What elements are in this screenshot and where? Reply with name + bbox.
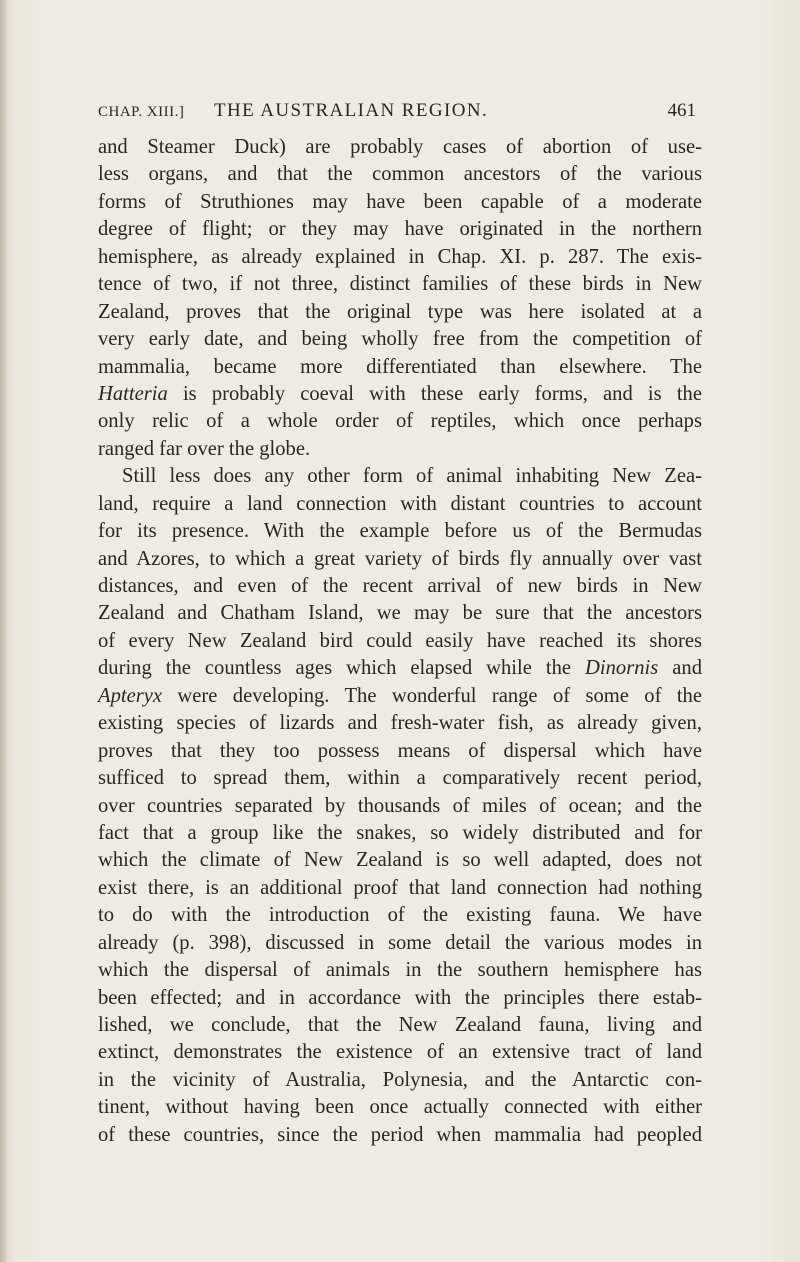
text-line: already (p. 398), discussed in some detail the various modes in	[98, 931, 702, 954]
page-title: THE AUSTRALIAN REGION.	[214, 100, 489, 121]
text-line-dinornis	[98, 655, 702, 682]
running-head	[98, 100, 698, 130]
text-line-hatteria	[98, 381, 702, 408]
text-line: lished, we conclude, that the New Zealand fauna, living and	[98, 1014, 702, 1036]
body-text	[98, 134, 702, 1149]
text-line: existing species of lizards and fresh-water fish, as already given,	[98, 712, 702, 735]
text-line: sufficed to spread them, within a comparatively recent period,	[98, 767, 702, 790]
text-line: of these countries, since the period when mammalia had peopled	[98, 1123, 702, 1146]
text-line: forms of Struthiones may have been capable of a moderate	[98, 190, 702, 213]
text-line: Zealand and Chatham Island, we may be sure that the ancestors	[98, 602, 702, 625]
italic-hatteria: Hatteria	[98, 382, 168, 405]
text-line: to do with the introduction of the existing fauna. We have	[98, 904, 702, 927]
text-run: during the countless ages which elapsed while the	[98, 657, 586, 680]
text-line: mammalia, became more differentiated than elsewhere. The	[98, 355, 702, 378]
text-line: exist there, is an additional proof that land connection had nothing	[98, 876, 702, 899]
text-line: been effected; and in accordance with the principles there estab-	[98, 986, 702, 1009]
text-line: distances, and even of the recent arrival of new birds in New	[98, 575, 702, 597]
text-line: which the climate of New Zealand is so well adapted, does not	[98, 849, 702, 872]
text-run: and	[658, 657, 702, 680]
text-line: very early date, and being wholly free from the competition of	[98, 328, 702, 351]
text-line: and Azores, to which a great variety of birds fly annually over vast	[98, 547, 702, 570]
text-line: ranged far over the globe.	[98, 437, 311, 460]
text-line: tinent, without having been once actually connected with either	[98, 1096, 702, 1119]
text-line: tence of two, if not three, distinct families of these birds in New	[98, 273, 702, 296]
text-line: over countries separated by thousands of miles of ocean; and the	[98, 794, 702, 817]
chapter-label: CHAP. XIII.]	[98, 104, 185, 120]
text-line: in the vicinity of Australia, Polynesia, and the Antarctic con-	[98, 1068, 702, 1091]
text-line: land, require a land connection with distant countries to account	[98, 492, 702, 515]
text-line: of every New Zealand bird could easily have reached its shores	[98, 629, 702, 652]
paragraph-start-line: Still less does any other form of animal inhabiting New Zea-	[122, 465, 702, 488]
text-line: Zealand, proves that the original type was here isolated at a	[98, 300, 702, 323]
page-number: 461	[667, 100, 696, 121]
text-line: hemisphere, as already explained in Chap. XI. p. 287. The exis-	[98, 245, 702, 268]
text-run: were developing. The wonderful range of some of the	[162, 684, 702, 707]
text-line: degree of flight; or they may have originated in the northern	[98, 218, 702, 241]
text-line: fact that a group like the snakes, so widely distributed and for	[98, 821, 702, 844]
italic-dinornis: Dinornis	[585, 657, 659, 680]
gutter-shadow	[0, 0, 8, 1262]
text-line: and Steamer Duck) are probably cases of abortion of use-	[98, 136, 702, 158]
text-line: only relic of a whole order of reptiles, which once perhaps	[98, 410, 702, 433]
text-line-apteryx	[98, 683, 702, 710]
text-line: for its presence. With the example before us of the Bermudas	[98, 520, 702, 543]
text-run: is probably coeval with these early forms, and is the	[167, 382, 702, 405]
text-line: which the dispersal of animals in the southern hemisphere has	[98, 959, 702, 982]
italic-apteryx: Apteryx	[98, 684, 163, 707]
text-line: less organs, and that the common ancestors of the various	[98, 163, 702, 186]
text-line: proves that they too possess means of dispersal which have	[98, 739, 702, 762]
text-line: extinct, demonstrates the existence of an extensive tract of land	[98, 1041, 702, 1064]
